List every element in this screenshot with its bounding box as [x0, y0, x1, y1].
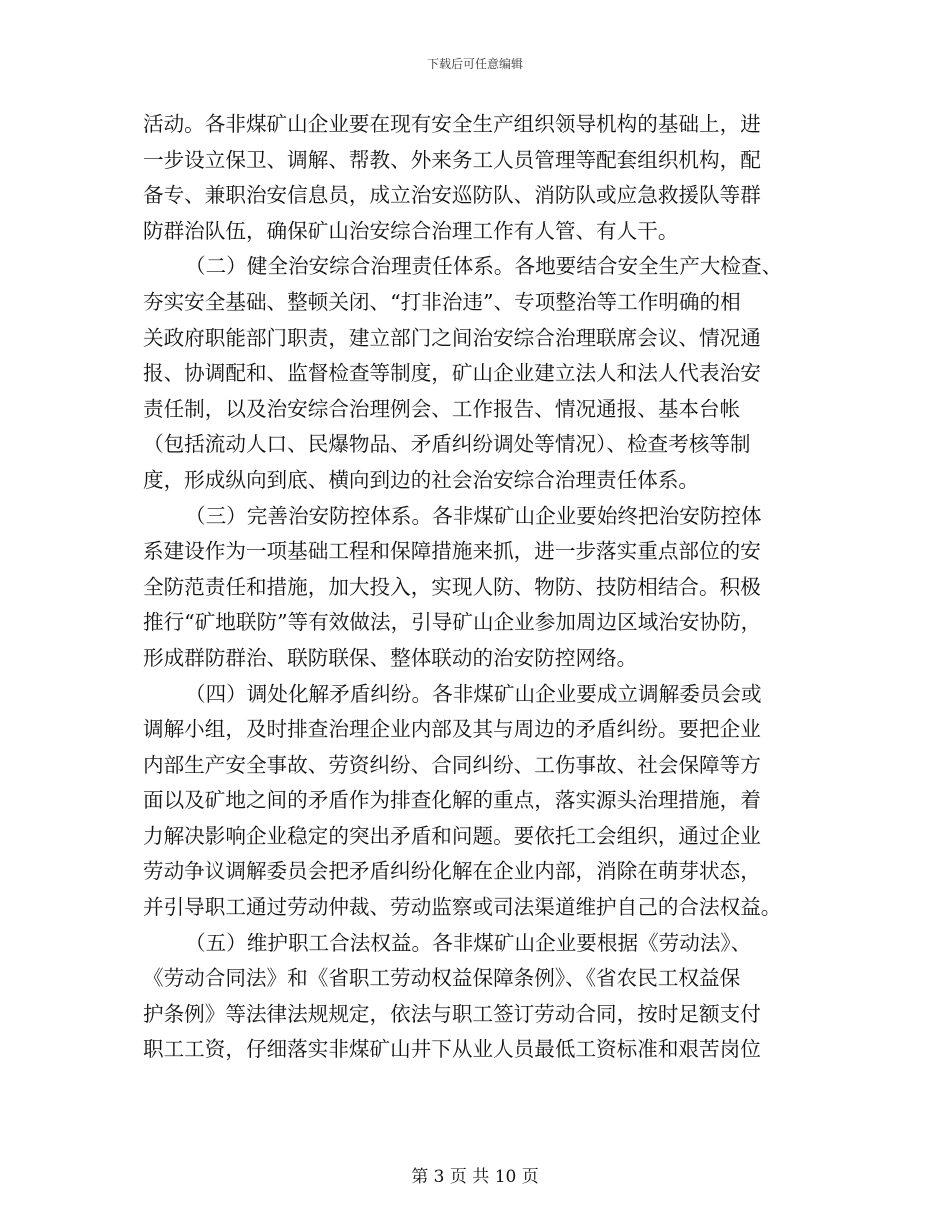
text-line: 面以及矿地之间的矛盾作为排查化解的重点，落实源头治理措施，着 — [143, 788, 761, 813]
document-body — [143, 107, 811, 1068]
paragraph-start-line: （四）调处化解矛盾纠纷。各非煤矿山企业要成立调解委员会或 — [185, 681, 762, 706]
text-line: 并引导职工通过劳动仲裁、劳动监察或司法渠道维护自己的合法权益。 — [143, 895, 782, 920]
text-line: 防群治队伍，确保矿山治安综合治理工作有人管、有人干。 — [143, 218, 679, 243]
text-line: 调解小组，及时排查治理企业内部及其与周边的矛盾纠纷。要把企业 — [143, 717, 761, 742]
page-footer: 第 3 页 共 10 页 — [411, 1167, 539, 1187]
text-line: 备专、兼职治安信息员，成立治安巡防队、消防队或应急救援队等群 — [143, 183, 761, 208]
text-line: 活动。各非煤矿山企业要在现有安全生产组织领导机构的基础上，进 — [143, 112, 761, 136]
text-line: 全防范责任和措施，加大投入，实现人防、物防、技防相结合。积极 — [143, 574, 761, 599]
text-line: 度，形成纵向到底、横向到边的社会治安综合治理责任体系。 — [143, 467, 700, 492]
text-line: 关政府职能部门职责，建立部门之间治安综合治理联席会议、情况通 — [143, 325, 761, 350]
text-line: 形成群防群治、联防联保、整体联动的治安防控网络。 — [143, 645, 638, 670]
paragraph-start-line: （三）完善治安防控体系。各非煤矿山企业要始终把治安防控体 — [185, 503, 762, 528]
text-line: 报、协调配和、监督检查等制度，矿山企业建立法人和法人代表治安 — [143, 361, 761, 386]
text-line: 劳动争议调解委员会把矛盾纠纷化解在企业内部，消除在萌芽状态， — [143, 859, 761, 884]
text-line: 内部生产安全事故、劳资纠纷、合同纠纷、工伤事故、社会保障等方 — [143, 752, 761, 777]
text-line: 夯实安全基础、整顿关闭、“打非治违”、专项整治等工作明确的相 — [143, 289, 741, 314]
text-line: 一步设立保卫、调解、帮教、外来务工人员管理等配套组织机构，配 — [143, 147, 761, 172]
text-line: 系建设作为一项基础工程和保障措施来抓，进一步落实重点部位的安 — [143, 539, 761, 564]
text-line: 护条例》等法律法规规定，依法与职工签订劳动合同，按时足额支付 — [143, 1001, 761, 1026]
page-header: 下载后可任意编辑 — [426, 57, 523, 71]
text-line: （包括流动人口、民爆物品、矛盾纠纷调处等情况）、检查考核等制 — [143, 432, 751, 457]
text-line: 推行“矿地联防”等有效做法，引导矿山企业参加周边区域治安协防， — [143, 610, 762, 635]
paragraph-start-line: （二）健全治安综合治理责任体系。各地要结合安全生产大检查、 — [185, 254, 783, 279]
text-line: 责任制，以及治安综合治理例会、工作报告、情况通报、基本台帐 — [143, 396, 741, 421]
text-line: 《劳动合同法》和《省职工劳动权益保障条例》、《省农民工权益保 — [143, 966, 741, 991]
text-line: 职工工资，仔细落实非煤矿山井下从业人员最低工资标准和艰苦岗位 — [143, 1037, 761, 1062]
paragraph-start-line: （五）维护职工合法权益。各非煤矿山企业要根据《劳动法》、 — [185, 930, 752, 955]
text-line: 力解决影响企业稳定的突出矛盾和问题。要依托工会组织，通过企业 — [143, 823, 761, 848]
